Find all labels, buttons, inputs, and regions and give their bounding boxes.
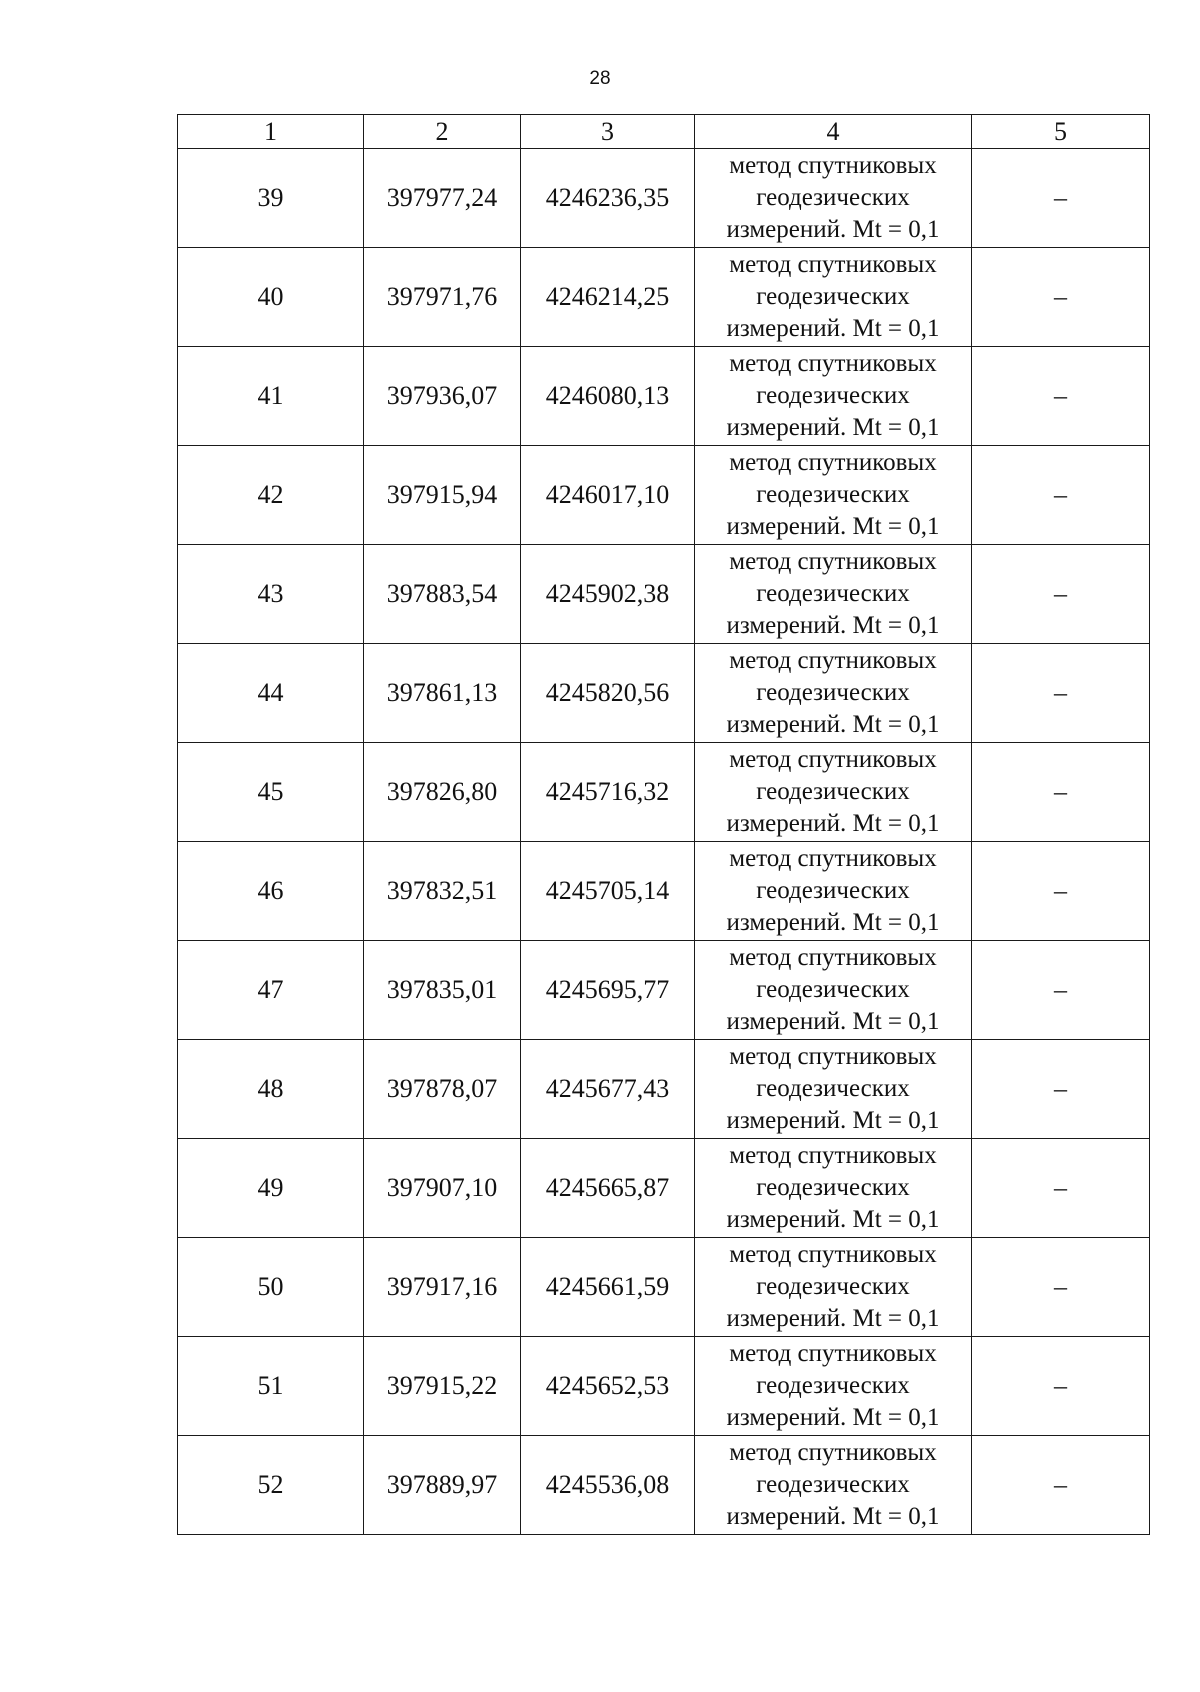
- coordinate-y-cell: 4245652,53: [521, 1337, 695, 1436]
- coordinate-y-cell: 4245665,87: [521, 1139, 695, 1238]
- table-header-row: [178, 115, 1150, 149]
- method-text-line: измерений. Mt = 0,1: [726, 315, 940, 342]
- point-number-cell: 40: [178, 248, 364, 347]
- note-cell: –: [972, 941, 1150, 1040]
- method-cell: [695, 446, 972, 545]
- coordinate-x-cell: 397915,22: [364, 1337, 521, 1436]
- note-cell: –: [972, 545, 1150, 644]
- method-text-line: геодезических: [756, 283, 910, 310]
- method-text-line: метод спутниковых: [729, 1142, 937, 1169]
- coordinate-x-cell: 397917,16: [364, 1238, 521, 1337]
- column-header: 1: [178, 115, 364, 149]
- method-text-line: измерений. Mt = 0,1: [726, 513, 940, 540]
- method-text-line: метод спутниковых: [729, 548, 937, 575]
- method-cell: [695, 842, 972, 941]
- method-text-line: измерений. Mt = 0,1: [726, 1305, 940, 1332]
- point-number-cell: 52: [178, 1436, 364, 1535]
- method-cell: [695, 1238, 972, 1337]
- coordinates-table: [177, 114, 1150, 1535]
- coordinate-y-cell: 4245536,08: [521, 1436, 695, 1535]
- point-number-cell: 41: [178, 347, 364, 446]
- method-text-line: метод спутниковых: [729, 845, 937, 872]
- method-text-line: метод спутниковых: [729, 251, 937, 278]
- point-number-cell: 50: [178, 1238, 364, 1337]
- coordinate-y-cell: 4245661,59: [521, 1238, 695, 1337]
- coordinate-y-cell: 4246236,35: [521, 149, 695, 248]
- coordinate-x-cell: 397915,94: [364, 446, 521, 545]
- coordinate-x-cell: 397889,97: [364, 1436, 521, 1535]
- point-number-cell: 42: [178, 446, 364, 545]
- method-text-line: метод спутниковых: [729, 350, 937, 377]
- table-row: [178, 1238, 1150, 1337]
- coordinate-x-cell: 397936,07: [364, 347, 521, 446]
- method-text-line: метод спутниковых: [729, 944, 937, 971]
- table-row: [178, 743, 1150, 842]
- method-text-line: измерений. Mt = 0,1: [726, 414, 940, 441]
- column-header: 2: [364, 115, 521, 149]
- method-text-line: метод спутниковых: [729, 647, 937, 674]
- method-text-line: метод спутниковых: [729, 1340, 937, 1367]
- coordinate-y-cell: 4246214,25: [521, 248, 695, 347]
- method-text-line: геодезических: [756, 1372, 910, 1399]
- note-cell: –: [972, 248, 1150, 347]
- point-number-cell: 43: [178, 545, 364, 644]
- method-text-line: метод спутниковых: [729, 449, 937, 476]
- method-cell: [695, 1436, 972, 1535]
- note-cell: –: [972, 1436, 1150, 1535]
- point-number-cell: 44: [178, 644, 364, 743]
- table-row: [178, 446, 1150, 545]
- method-cell: [695, 1337, 972, 1436]
- coordinate-x-cell: 397907,10: [364, 1139, 521, 1238]
- method-text-line: геодезических: [756, 184, 910, 211]
- method-text-line: метод спутниковых: [729, 1043, 937, 1070]
- column-header: 5: [972, 115, 1150, 149]
- table-body: [178, 149, 1150, 1535]
- column-header: 3: [521, 115, 695, 149]
- method-text-line: измерений. Mt = 0,1: [726, 1107, 940, 1134]
- note-cell: –: [972, 446, 1150, 545]
- method-text-line: измерений. Mt = 0,1: [726, 1206, 940, 1233]
- method-text-line: измерений. Mt = 0,1: [726, 909, 940, 936]
- coordinate-y-cell: 4245902,38: [521, 545, 695, 644]
- page-number: 28: [589, 68, 611, 89]
- table-row: [178, 248, 1150, 347]
- method-text-line: геодезических: [756, 778, 910, 805]
- method-text-line: метод спутниковых: [729, 1241, 937, 1268]
- note-cell: –: [972, 149, 1150, 248]
- method-cell: [695, 545, 972, 644]
- point-number-cell: 39: [178, 149, 364, 248]
- method-text-line: метод спутниковых: [729, 152, 937, 179]
- table-row: [178, 1139, 1150, 1238]
- method-text-line: измерений. Mt = 0,1: [726, 216, 940, 243]
- method-text-line: геодезических: [756, 1273, 910, 1300]
- column-header: 4: [695, 115, 972, 149]
- method-text-line: измерений. Mt = 0,1: [726, 612, 940, 639]
- coordinate-x-cell: 397832,51: [364, 842, 521, 941]
- method-text-line: геодезических: [756, 976, 910, 1003]
- table-row: [178, 842, 1150, 941]
- method-text-line: измерений. Mt = 0,1: [726, 1404, 940, 1431]
- method-cell: [695, 347, 972, 446]
- table-row: [178, 1040, 1150, 1139]
- method-cell: [695, 743, 972, 842]
- note-cell: –: [972, 1040, 1150, 1139]
- table-row: [178, 644, 1150, 743]
- method-text-line: метод спутниковых: [729, 1439, 937, 1466]
- coordinate-x-cell: 397861,13: [364, 644, 521, 743]
- table-row: [178, 1436, 1150, 1535]
- method-cell: [695, 644, 972, 743]
- note-cell: –: [972, 1139, 1150, 1238]
- method-text-line: геодезических: [756, 580, 910, 607]
- point-number-cell: 47: [178, 941, 364, 1040]
- coordinate-x-cell: 397835,01: [364, 941, 521, 1040]
- table-row: [178, 347, 1150, 446]
- method-text-line: геодезических: [756, 481, 910, 508]
- note-cell: –: [972, 743, 1150, 842]
- method-text-line: геодезических: [756, 382, 910, 409]
- coordinate-x-cell: 397971,76: [364, 248, 521, 347]
- method-text-line: геодезических: [756, 679, 910, 706]
- method-text-line: измерений. Mt = 0,1: [726, 711, 940, 738]
- note-cell: –: [972, 347, 1150, 446]
- method-cell: [695, 941, 972, 1040]
- method-text-line: измерений. Mt = 0,1: [726, 1008, 940, 1035]
- coordinate-y-cell: 4246080,13: [521, 347, 695, 446]
- note-cell: –: [972, 1337, 1150, 1436]
- point-number-cell: 46: [178, 842, 364, 941]
- note-cell: –: [972, 842, 1150, 941]
- point-number-cell: 48: [178, 1040, 364, 1139]
- coordinate-x-cell: 397878,07: [364, 1040, 521, 1139]
- coordinate-y-cell: 4246017,10: [521, 446, 695, 545]
- coordinate-y-cell: 4245705,14: [521, 842, 695, 941]
- table-row: [178, 941, 1150, 1040]
- coordinate-x-cell: 397826,80: [364, 743, 521, 842]
- coordinate-y-cell: 4245716,32: [521, 743, 695, 842]
- point-number-cell: 45: [178, 743, 364, 842]
- note-cell: –: [972, 644, 1150, 743]
- method-cell: [695, 149, 972, 248]
- method-text-line: геодезических: [756, 1174, 910, 1201]
- point-number-cell: 49: [178, 1139, 364, 1238]
- method-text-line: метод спутниковых: [729, 746, 937, 773]
- note-cell: –: [972, 1238, 1150, 1337]
- method-text-line: геодезических: [756, 1075, 910, 1102]
- method-text-line: измерений. Mt = 0,1: [726, 810, 940, 837]
- method-text-line: измерений. Mt = 0,1: [726, 1503, 940, 1530]
- coordinate-y-cell: 4245695,77: [521, 941, 695, 1040]
- table-row: [178, 545, 1150, 644]
- method-cell: [695, 248, 972, 347]
- method-text-line: геодезических: [756, 1471, 910, 1498]
- method-cell: [695, 1139, 972, 1238]
- coordinate-x-cell: 397883,54: [364, 545, 521, 644]
- coordinate-y-cell: 4245820,56: [521, 644, 695, 743]
- method-cell: [695, 1040, 972, 1139]
- table-row: [178, 1337, 1150, 1436]
- coordinate-x-cell: 397977,24: [364, 149, 521, 248]
- method-text-line: геодезических: [756, 877, 910, 904]
- point-number-cell: 51: [178, 1337, 364, 1436]
- table-row: [178, 149, 1150, 248]
- coordinate-y-cell: 4245677,43: [521, 1040, 695, 1139]
